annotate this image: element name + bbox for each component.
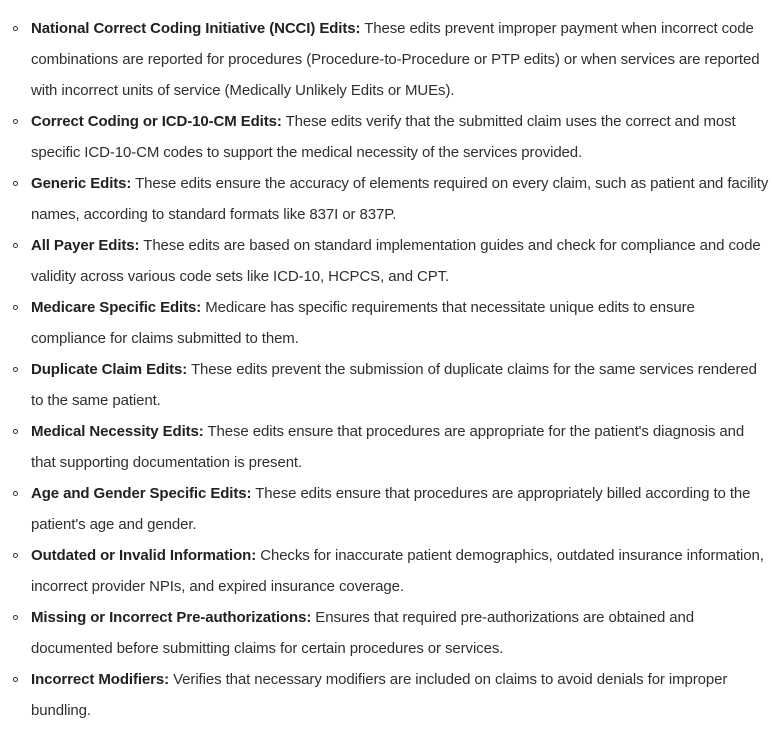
item-term: National Correct Coding Initiative (NCCI) Edits: — [31, 20, 361, 37]
item-description: Medicare has specific requirements that necessitate unique edits to ensure compliance for claims submitted to them. — [31, 299, 695, 347]
hollow-bullet-icon — [13, 429, 18, 434]
item-term: Duplicate Claim Edits: — [31, 361, 188, 378]
item-term: Correct Coding or ICD-10-CM Edits: — [31, 113, 282, 130]
item-description: These edits ensure that procedures are appropriate for the patient's diagnosis and that supporting documentation is present. — [31, 423, 745, 471]
list-item-age-gender-edits — [0, 478, 772, 540]
hollow-bullet-icon — [13, 181, 18, 186]
hollow-bullet-icon — [13, 491, 18, 496]
hollow-bullet-icon — [13, 305, 18, 310]
hollow-bullet-icon — [13, 26, 18, 31]
item-description: These edits ensure that procedures are appropriately billed according to the patient's age and gender. — [31, 485, 751, 533]
item-description: These edits prevent the submission of duplicate claims for the same services rendered to the same patient. — [31, 361, 757, 409]
list-item-pre-authorizations — [0, 602, 772, 664]
list-item-all-payer-edits — [0, 230, 772, 292]
item-term: Missing or Incorrect Pre-authorizations: — [31, 609, 312, 626]
hollow-bullet-icon — [13, 119, 18, 124]
item-term: Age and Gender Specific Edits: — [31, 485, 252, 502]
item-description: These edits ensure the accuracy of elements required on every claim, such as patient and facility names, according to standard formats like 837I or 837P. — [31, 175, 769, 223]
list-item-medicare-edits — [0, 292, 772, 354]
hollow-bullet-icon — [13, 243, 18, 248]
item-term: Generic Edits: — [31, 175, 132, 192]
list-item-outdated-info — [0, 540, 772, 602]
item-term: Medicare Specific Edits: — [31, 299, 202, 316]
list-item-incorrect-modifiers — [0, 664, 772, 726]
list-item-icd10-edits — [0, 106, 772, 168]
item-term: Outdated or Invalid Information: — [31, 547, 257, 564]
hollow-bullet-icon — [13, 677, 18, 682]
item-description: These edits prevent improper payment when incorrect code combinations are reported for procedures (Procedure-to-Procedure or PTP edits) or when services are reported with incorrect units of service (Medically Unlikely Edits or MUEs). — [31, 20, 760, 99]
list-item-medical-necessity-edits — [0, 416, 772, 478]
item-description: These edits are based on standard implementation guides and check for compliance and code validity across various code sets like ICD-10, HCPCS, and CPT. — [31, 237, 761, 285]
list-item-ncci-edits — [0, 13, 772, 106]
hollow-bullet-icon — [13, 615, 18, 620]
item-description: Checks for inaccurate patient demographics, outdated insurance information, incorrect provider NPIs, and expired insurance coverage. — [31, 547, 764, 595]
item-term: Medical Necessity Edits: — [31, 423, 204, 440]
list-item-generic-edits — [0, 168, 772, 230]
list-item-duplicate-claim-edits — [0, 354, 772, 416]
item-term: All Payer Edits: — [31, 237, 140, 254]
item-description: Ensures that required pre-authorizations are obtained and documented before submitting claims for certain procedures or services. — [31, 609, 695, 657]
item-description: These edits verify that the submitted claim uses the correct and most specific ICD-10-CM codes to support the medical necessity of the services provided. — [31, 113, 736, 161]
item-term: Incorrect Modifiers: — [31, 671, 170, 688]
hollow-bullet-icon — [13, 553, 18, 558]
item-description: Verifies that necessary modifiers are included on claims to avoid denials for improper bundling. — [31, 671, 728, 719]
hollow-bullet-icon — [13, 367, 18, 372]
